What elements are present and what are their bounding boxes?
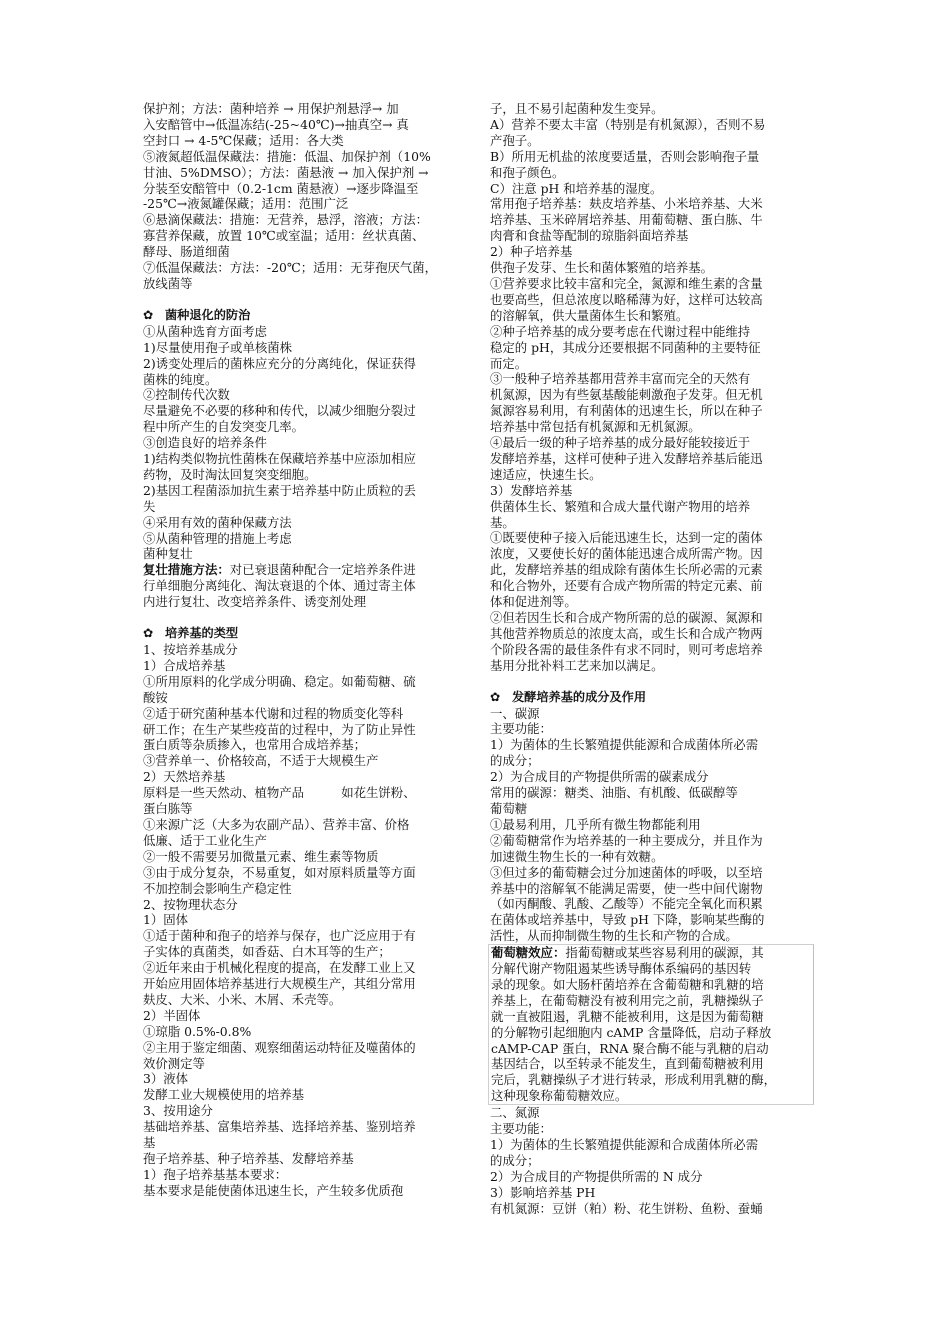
- line-text: 二、氮源: [490, 1105, 540, 1121]
- text-line: [490, 467, 808, 483]
- text-line: [143, 260, 461, 276]
- line-text: ①从菌种选育方面考虑: [143, 323, 267, 339]
- line-text: 2)诱变处理后的菌株应充分的分离纯化，保证获得: [143, 355, 416, 371]
- flower-bullet-icon: ✿: [490, 689, 501, 704]
- text-line: [143, 467, 461, 483]
- line-text: 也要高些，但总浓度以略稀薄为好，这样可达较高: [490, 291, 763, 307]
- text-line: [143, 435, 461, 451]
- text-line: [143, 1183, 461, 1199]
- paragraph-gap: [143, 610, 461, 626]
- text-line: [490, 849, 808, 865]
- text-line: [143, 992, 461, 1008]
- text-line: [490, 212, 808, 228]
- text-line: [143, 849, 461, 865]
- text-line: [143, 928, 461, 944]
- text-line: [143, 1008, 461, 1024]
- text-line: [490, 403, 808, 419]
- text-line: [143, 1024, 461, 1040]
- text-line: [490, 499, 808, 515]
- line-text: 3、按用途分: [143, 1103, 213, 1119]
- text-line: [490, 1185, 808, 1201]
- line-text: ②但若因生长和合成产物所需的总的碳源、氮源和: [490, 610, 763, 625]
- line-text: 开始应用固体培养基进行大规模生产，其组分常用: [143, 976, 416, 992]
- text-line: [490, 546, 808, 562]
- line-text: ①最易利用，几乎所有微生物都能利用: [490, 816, 701, 832]
- text-line: [143, 356, 461, 372]
- line-text: ④最后一级的种子培养基的成分最好能较接近于: [490, 435, 751, 451]
- text-line: [490, 530, 808, 546]
- line-text: 浓度，又要使长好的菌体能迅速合成所需产物。因: [490, 546, 763, 562]
- line-text: 1）为菌体的生长繁殖提供能源和合成菌体所必需: [490, 737, 759, 753]
- line-text: ②控制传代次数: [143, 387, 230, 403]
- text-line: [490, 1169, 808, 1185]
- bold-term: 复壮措施方法：: [143, 562, 230, 578]
- line-text: 常用的碳源：糖类、油脂、有机酸、低碳醇等: [490, 785, 738, 801]
- text-line: [143, 244, 461, 260]
- line-text: ②葡萄糖常作为培养基的一种主要成分，并且作为: [490, 832, 763, 848]
- text-line: [490, 801, 808, 817]
- line-text: ②种子培养基的成分要考虑在代谢过程中能维持: [490, 323, 751, 339]
- line-text: 此，发酵培养基的组成除有菌体生长所必需的元素: [490, 562, 763, 578]
- paragraph-gap: [143, 292, 461, 308]
- text-line: [143, 546, 461, 562]
- line-text: ⑤从菌种管理的措施上考虑: [143, 530, 292, 546]
- line-text: 个阶段各需的最佳条件有求不同时，则可考虑培养: [490, 641, 763, 657]
- text-line: [143, 562, 461, 578]
- line-text: ①来源广泛（大多为农副产品）、营养丰富、价格: [143, 816, 410, 832]
- text-line: [143, 340, 461, 356]
- line-text: 而定。: [490, 355, 528, 371]
- text-line: [143, 276, 461, 292]
- text-line: [143, 419, 461, 435]
- line-text: 2）为合成目的产物提供所需的 N 成分: [490, 1168, 703, 1184]
- text-line: [143, 753, 461, 769]
- line-text: 低廉、适于工业化生产: [143, 832, 267, 848]
- line-text: 子实体的真菌类，如香菇、白木耳等的生产；: [143, 944, 391, 960]
- text-line: [143, 451, 461, 467]
- text-line: [143, 1151, 461, 1167]
- text-line: [143, 483, 461, 499]
- flower-bullet-icon: ✿: [143, 307, 154, 322]
- text-line: [143, 499, 461, 515]
- line-text: 原料是一些天然动、植物产品 如花生饼粉、: [143, 785, 416, 801]
- line-text: 入安醅管中→低温冻结(-25~40℃)→抽真空→ 真: [143, 116, 409, 132]
- text-line: [490, 371, 808, 387]
- line-text: 空封口 → 4-5℃保藏；适用：各大类: [143, 132, 344, 148]
- text-line: [143, 706, 461, 722]
- line-text: 基用分批补料工艺来加以满足。: [490, 657, 664, 673]
- text-line: [490, 451, 808, 467]
- line-text: 3）液体: [143, 1071, 189, 1087]
- text-line: [143, 976, 461, 992]
- line-text: 酵母、肠道细菌: [143, 244, 230, 260]
- line-text: 主要功能：: [490, 721, 552, 737]
- text-line: [143, 817, 461, 833]
- text-line: [490, 626, 808, 642]
- line-text: 2）天然培养基: [143, 769, 226, 785]
- line-text: 蛋白胨等: [143, 801, 193, 817]
- text-line: [490, 562, 808, 578]
- text-line: [490, 642, 808, 658]
- text-line: [143, 372, 461, 388]
- text-line: [490, 387, 808, 403]
- text-line: [143, 387, 461, 403]
- line-text: ③由于成分复杂，不易重复，如对原料质量等方面: [143, 864, 416, 880]
- text-line: [490, 181, 808, 197]
- line-text: 发酵工业大规模使用的培养基: [143, 1087, 305, 1103]
- line-text: 1)尽量使用孢子或单核菌株: [143, 339, 293, 355]
- line-text: 研工作；在生产某些疫苗的过程中，为了防止异性: [143, 721, 416, 737]
- text-line: [491, 961, 809, 977]
- line-text: 甘油、5%DMSO）；方法：菌悬液 → 加入保护剂 →: [143, 164, 429, 180]
- text-line: [143, 212, 461, 228]
- line-text: 肉膏和食盐等配制的琼脂斜面培养基: [490, 228, 689, 244]
- text-line: [490, 515, 808, 531]
- text-line: [490, 356, 808, 372]
- line-text: 氮源容易利用，有利菌体的迅速生长，所以在种子: [490, 403, 763, 419]
- line-text: 基因结合，以至转录不能发生，直到葡萄糖被利用: [491, 1056, 764, 1072]
- text-line: [490, 737, 808, 753]
- bold-term: 葡萄糖效应：: [491, 945, 566, 961]
- text-line: [143, 865, 461, 881]
- line-text: 菌种复壮: [143, 546, 193, 562]
- heading-text: 发酵培养基的成分及作用: [512, 689, 647, 704]
- text-line: [491, 1072, 809, 1088]
- line-text: ①琼脂 0.5%-0.8%: [143, 1023, 252, 1039]
- line-text: A）营养不要太丰富（特别是有机氮源），否则不易: [490, 116, 766, 132]
- text-line: [490, 340, 808, 356]
- line-text: 2）为合成目的产物提供所需的碳素成分: [490, 769, 709, 785]
- text-line: [490, 594, 808, 610]
- text-line: [143, 737, 461, 753]
- line-text: ③一般种子培养基都用营养丰富而完全的天然有: [490, 371, 751, 387]
- line-text: 3）影响培养基 PH: [490, 1184, 596, 1200]
- heading-text: 菌种退化的防治: [165, 307, 251, 322]
- text-line: [143, 897, 461, 913]
- line-text: 寡营养保藏，放置 10℃或室温；适用：丝状真菌、: [143, 228, 425, 244]
- line-text: 录的现象。如大肠杆菌培养在含葡萄糖和乳糖的培: [491, 976, 764, 992]
- line-text: 子，且不易引起菌种发生变异。: [490, 101, 664, 116]
- line-text: 的成分；: [490, 1152, 540, 1168]
- line-text: 放线菌等: [143, 275, 193, 291]
- line-text: 1、按培养基成分: [143, 642, 238, 657]
- line-text: ②适于研究菌种基本代谢和过程的物质变化等科: [143, 705, 404, 721]
- text-line: [490, 483, 808, 499]
- text-line: [143, 101, 461, 117]
- line-text: 养基中的溶解氧不能满足需要，使一些中间代谢物: [490, 880, 763, 896]
- text-line: [490, 1137, 808, 1153]
- line-text: 这种现象称葡萄糖效应。: [491, 1088, 628, 1104]
- text-line: [491, 1009, 809, 1025]
- text-line: [143, 1103, 461, 1119]
- line-text: 保护剂；方法：菌种培养 → 用保护剂悬浮→ 加: [143, 101, 399, 116]
- line-text: 稳定的 pH，其成分还要根据不同菌种的主要特征: [490, 339, 761, 355]
- text-line: [490, 244, 808, 260]
- line-text: 和孢子颜色。: [490, 164, 565, 180]
- text-line: [143, 690, 461, 706]
- text-line: [143, 403, 461, 419]
- text-line: [143, 769, 461, 785]
- text-line: [490, 1121, 808, 1137]
- text-line: [143, 801, 461, 817]
- text-line: [490, 419, 808, 435]
- text-line: [490, 928, 808, 944]
- right-column: [490, 101, 808, 1217]
- text-line: [490, 276, 808, 292]
- line-text: cAMP-CAP 蛋白，RNA 聚合酶不能与乳糖的启动: [491, 1040, 769, 1056]
- line-text: 内进行复壮、改变培养条件、诱变剂处理: [143, 594, 367, 610]
- line-text: ①既要使种子接入后能迅速生长，达到一定的菌体: [490, 530, 763, 546]
- text-line: [143, 531, 461, 547]
- text-line: [490, 658, 808, 674]
- text-line: [490, 912, 808, 928]
- line-text: 1）固体: [143, 912, 189, 928]
- heading-text: 培养基的类型: [165, 626, 239, 641]
- line-text: 1）合成培养基: [143, 657, 226, 673]
- text-line: [490, 1201, 808, 1217]
- line-text: 在菌体或培养基中，导致 pH 下降，影响某些酶的: [490, 912, 765, 928]
- line-text: 就一直被阻遏，乳糖不能被利用，这是因为葡萄糖: [491, 1008, 764, 1024]
- line-text: 尽量避免不必要的移种和传代，以减少细胞分裂过: [143, 403, 416, 419]
- text-line: [490, 101, 808, 117]
- line-text: 和化合物外，还要有合成产物所需的特定元素、前: [490, 578, 763, 594]
- line-text: ②一般不需要另加微量元素、维生素等物质: [143, 848, 379, 864]
- line-text: 菌株的纯度。: [143, 371, 218, 387]
- text-line: [143, 912, 461, 928]
- text-line: [143, 578, 461, 594]
- text-line: [143, 1071, 461, 1087]
- text-line: [490, 769, 808, 785]
- text-line: [143, 674, 461, 690]
- text-line: [490, 706, 808, 722]
- line-text: 有机氮源：豆饼（粕）粉、花生饼粉、鱼粉、蚕蛹: [490, 1200, 763, 1216]
- text-line: [143, 515, 461, 531]
- text-line: [491, 977, 809, 993]
- text-line: [143, 324, 461, 340]
- line-text: 程中所产生的自发突变几率。: [143, 419, 305, 435]
- line-text: 养基上，在葡萄糖没有被利用完之前，乳糖操纵子: [491, 992, 764, 1008]
- text-line: [490, 260, 808, 276]
- line-text: 供菌体生长、繁殖和合成大量代谢产物用的培养: [490, 498, 751, 514]
- line-text: 产孢子。: [490, 132, 540, 148]
- line-text: 供孢子发芽、生长和菌体繁殖的培养基。: [490, 260, 714, 276]
- text-line: [143, 881, 461, 897]
- text-line: [490, 196, 808, 212]
- line-text: 指葡萄糖或某些容易利用的碳源，其: [565, 945, 764, 961]
- line-text: 2、按物理状态分: [143, 896, 238, 912]
- flower-bullet-icon: ✿: [143, 626, 154, 641]
- line-text: ②近年来由于机械化程度的提高，在发酵工业上又: [143, 960, 416, 976]
- line-text: 3）发酵培养基: [490, 482, 573, 498]
- line-text: 对已衰退菌种配合一定培养条件进: [229, 562, 416, 578]
- line-text: 基。: [490, 514, 515, 530]
- text-line: [490, 785, 808, 801]
- text-line: [143, 117, 461, 133]
- line-text: ④采用有效的菌种保藏方法: [143, 514, 292, 530]
- line-text: 分解代谢产物阻遏某些诱导酶体系编码的基因转: [491, 961, 752, 977]
- glucose-effect-box: [488, 944, 814, 1105]
- line-text: 2）半固体: [143, 1007, 201, 1023]
- line-text: 分装至安醅管中（0.2-1cm 菌悬液）→逐步降温至: [143, 180, 419, 196]
- line-text: ①适于菌种和孢子的培养与保存，也广泛应用于有: [143, 928, 416, 944]
- text-line: [143, 1135, 461, 1151]
- line-text: 基本要求是能使菌体迅速生长，产生较多优质孢: [143, 1182, 404, 1198]
- line-text: 1)结构类似物抗性菌株在保藏培养基中应添加相应: [143, 451, 416, 467]
- line-text: 的溶解氧，供大量菌体生长和繁殖。: [490, 307, 689, 323]
- section-heading: [490, 690, 808, 706]
- text-line: [490, 324, 808, 340]
- text-line: [143, 960, 461, 976]
- line-text: ⑥悬滴保藏法：措施：无营养，悬浮，溶液；方法：: [143, 212, 428, 228]
- line-text: （如丙酮酸、乳酸、乙酸等）不能完全氧化而积累: [490, 896, 763, 912]
- left-column: [143, 101, 461, 1199]
- text-line: [490, 308, 808, 324]
- text-line: [143, 944, 461, 960]
- text-line: [490, 881, 808, 897]
- text-line: [143, 133, 461, 149]
- line-text: 效价测定等: [143, 1055, 205, 1071]
- text-line: [491, 1025, 809, 1041]
- text-line: [143, 1087, 461, 1103]
- line-text: 活性，从而抑制微生物的生长和产物的合成。: [490, 928, 738, 944]
- text-line: [143, 1119, 461, 1135]
- text-line: [491, 993, 809, 1009]
- text-line: [143, 785, 461, 801]
- text-line: [491, 1088, 809, 1104]
- line-text: 失: [143, 498, 156, 514]
- text-line: [490, 610, 808, 626]
- line-text: 2)基因工程菌添加抗生素于培养基中防止质粒的丢: [143, 482, 416, 498]
- line-text: 1）为菌体的生长繁殖提供能源和合成菌体所必需: [490, 1137, 759, 1152]
- line-text: 的成分；: [490, 753, 540, 769]
- line-text: ①营养要求比较丰富和完全，氮源和维生素的含量: [490, 275, 763, 291]
- line-text: 加速微生物生长的一种有效糖。: [490, 848, 664, 864]
- line-text: 基: [143, 1135, 156, 1151]
- text-line: [490, 1105, 808, 1121]
- section-heading: [143, 308, 461, 324]
- text-line: [143, 165, 461, 181]
- line-text: 麸皮、大米、小米、木屑、禾壳等。: [143, 991, 342, 1007]
- text-line: [143, 594, 461, 610]
- line-text: 其他营养物质总的浓度太高，或生长和合成产物两: [490, 625, 763, 641]
- text-line: [143, 1040, 461, 1056]
- text-line: [143, 833, 461, 849]
- text-line: [143, 1167, 461, 1183]
- line-text: 体和促进剂等。: [490, 594, 577, 610]
- line-text: -25℃→液氮罐保藏；适用：范围广泛: [143, 196, 349, 212]
- line-text: 常用孢子培养基：麸皮培养基、小米培养基、大米: [490, 196, 763, 212]
- text-line: [490, 896, 808, 912]
- text-line: [490, 753, 808, 769]
- line-text: 发酵培养基，这样可使种子进入发酵培养基后能迅: [490, 450, 763, 466]
- line-text: ③但过多的葡萄糖会过分加速菌体的呼吸，以至培: [490, 864, 763, 880]
- section-heading: [143, 626, 461, 642]
- line-text: 酸铵: [143, 689, 168, 705]
- line-text: 药物，及时淘汰回复突变细胞。: [143, 466, 317, 482]
- text-line: [143, 1056, 461, 1072]
- line-text: 一、碳源: [490, 705, 540, 721]
- line-text: ③创造良好的培养条件: [143, 435, 267, 451]
- text-line: [490, 133, 808, 149]
- text-line: [491, 945, 809, 961]
- line-text: 机氮源，因为有些氨基酸能刺激孢子发芽。但无机: [490, 387, 763, 403]
- text-line: [490, 149, 808, 165]
- line-text: 蛋白质等杂质掺入，也常用合成培养基；: [143, 737, 367, 753]
- text-line: [143, 228, 461, 244]
- text-line: [143, 181, 461, 197]
- line-text: 孢子培养基、种子培养基、发酵培养基: [143, 1151, 354, 1166]
- text-line: [143, 642, 461, 658]
- text-line: [143, 722, 461, 738]
- text-line: [490, 817, 808, 833]
- text-line: [490, 292, 808, 308]
- text-line: [143, 658, 461, 674]
- text-line: [490, 833, 808, 849]
- line-text: 主要功能：: [490, 1121, 552, 1137]
- text-line: [490, 117, 808, 133]
- text-line: [490, 865, 808, 881]
- line-text: 培养基中常包括有机氮源和无机氮源。: [490, 419, 701, 435]
- line-text: ①所用原料的化学成分明确、稳定。如葡萄糖、硫: [143, 673, 416, 689]
- text-line: [491, 1041, 809, 1057]
- line-text: ⑤液氮超低温保藏法：措施：低温、加保护剂（10%: [143, 148, 431, 164]
- line-text: 速适应，快速生长。: [490, 466, 602, 482]
- text-line: [490, 165, 808, 181]
- line-text: C）注意 pH 和培养基的湿度。: [490, 180, 663, 196]
- text-line: [143, 196, 461, 212]
- line-text: ⑦低温保藏法：方法：-20℃；适用：无芽孢厌气菌，: [143, 260, 438, 276]
- line-text: 葡萄糖: [490, 800, 528, 816]
- line-text: 1）孢子培养基基本要求：: [143, 1166, 288, 1182]
- line-text: ③营养单一、价格较高，不适于大规模生产: [143, 753, 379, 769]
- text-line: [490, 228, 808, 244]
- text-line: [491, 1056, 809, 1072]
- line-text: 不加控制会影响生产稳定性: [143, 880, 292, 896]
- text-line: [143, 149, 461, 165]
- line-text: 完后，乳糖操纵子才进行转录，形成利用乳糖的酶，: [491, 1072, 776, 1088]
- line-text: 行单细胞分离纯化、淘汰衰退的个体、通过寄主体: [143, 578, 416, 594]
- line-text: ②主用于鉴定细菌、观察细菌运动特征及噬菌体的: [143, 1039, 416, 1055]
- text-line: [490, 435, 808, 451]
- line-text: B）所用无机盐的浓度要适量，否则会影响孢子量: [490, 148, 760, 164]
- text-line: [490, 1153, 808, 1169]
- paragraph-gap: [490, 674, 808, 690]
- line-text: 基础培养基、富集培养基、选择培养基、鉴别培养: [143, 1119, 416, 1135]
- line-text: 的分解物引起细胞内 cAMP 含量降低，启动子释放: [491, 1024, 772, 1040]
- text-line: [490, 578, 808, 594]
- text-line: [490, 721, 808, 737]
- line-text: 2）种子培养基: [490, 244, 573, 260]
- line-text: 培养基、玉米碎屑培养基、用葡萄糖、蛋白胨、牛: [490, 212, 763, 228]
